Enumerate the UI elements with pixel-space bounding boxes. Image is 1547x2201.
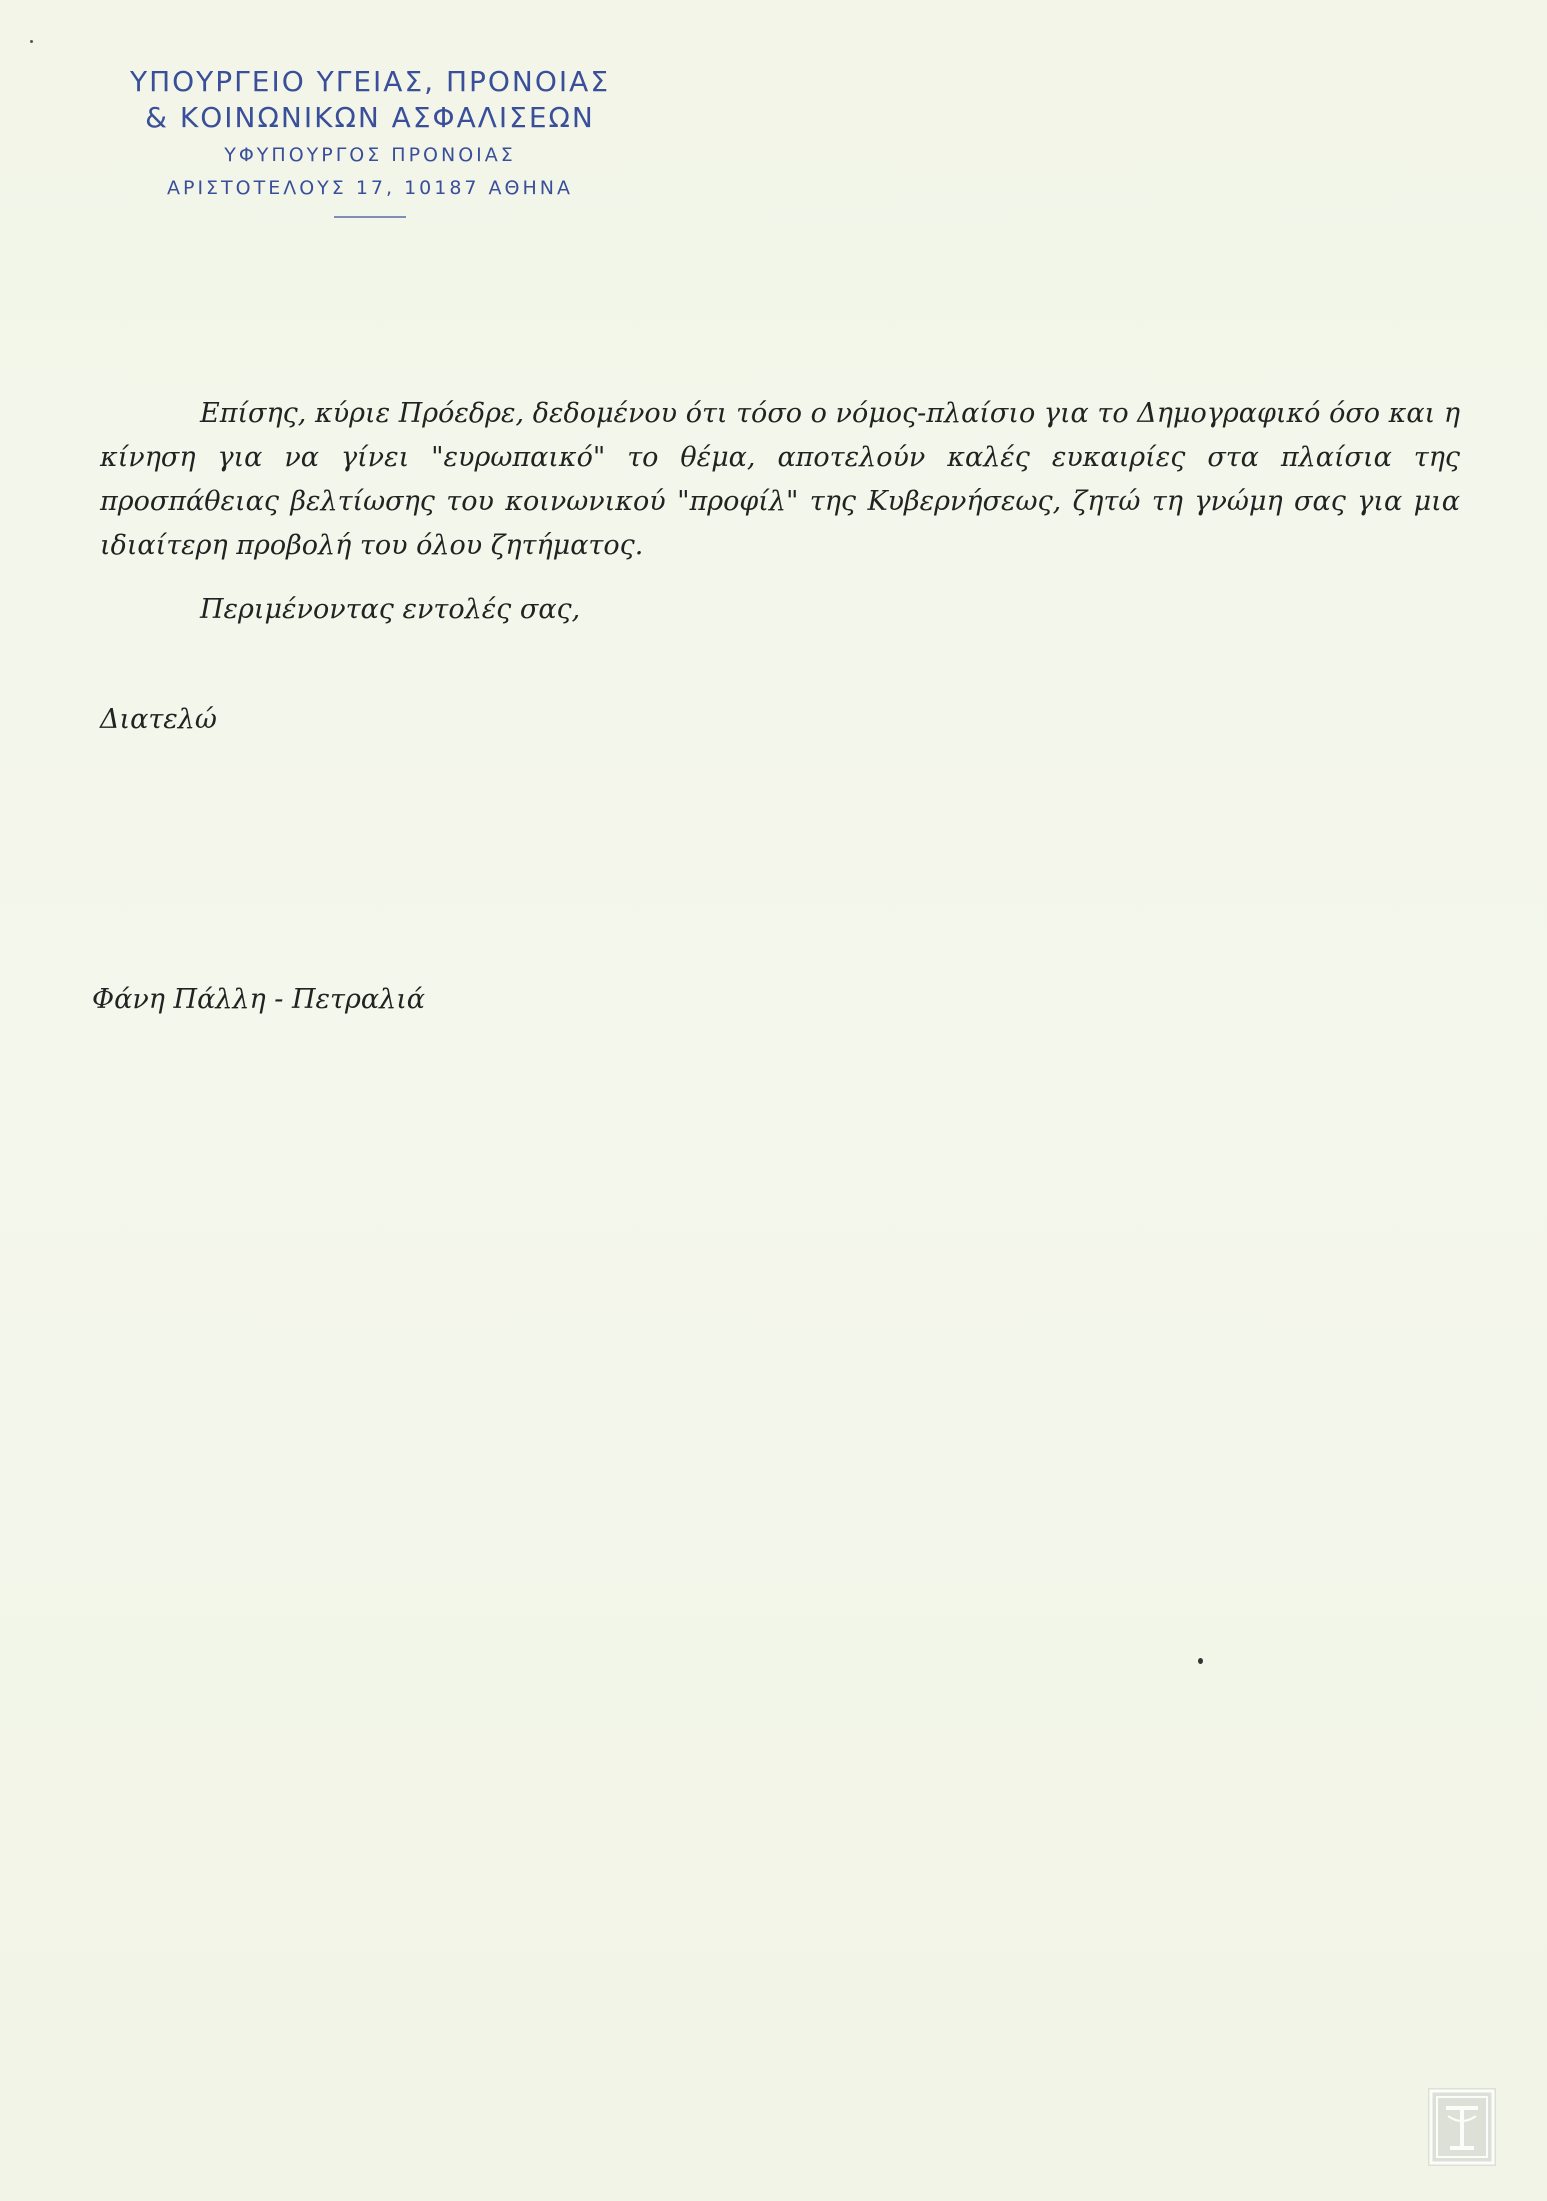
body-paragraph: Επίσης, κύριε Πρόεδρε, δεδομένου ότι τόσο ο νόμος-πλαίσιο για το Δημογραφικό όσο και η κίνηση για να γίνει "ευρωπαικό" το θέμα, αποτελούν καλές ευκαιρίες στα πλαίσια της προσπάθειας βελτίωσης του κοινωνικού "προφίλ" της Κυβερνήσεως, ζητώ τη γνώμη σας για μια ιδιαίτερη προβολή του όλου ζητήματος. bbox=[100, 398, 1460, 561]
letter-body bbox=[100, 392, 1460, 568]
letterhead-divider bbox=[334, 216, 406, 218]
paper-speck bbox=[30, 40, 33, 43]
archive-seal-icon bbox=[1428, 2088, 1496, 2166]
letterhead bbox=[90, 64, 650, 218]
letterhead-ministry-cont: & ΚΟΙΝΩΝΙΚΩΝ ΑΣΦΑΛΙΣΕΩΝ bbox=[145, 101, 595, 134]
closing-line: Περιμένοντας εντολές σας, bbox=[200, 594, 581, 625]
valediction: Διατελώ bbox=[100, 704, 217, 735]
signer-name: Φάνη Πάλλη - Πετραλιά bbox=[92, 984, 426, 1015]
letterhead-ministry: ΥΠΟΥΡΓΕΙΟ ΥΓΕΙΑΣ, ΠΡΟΝΟΙΑΣ bbox=[129, 65, 611, 98]
letterhead-address: ΑΡΙΣΤΟΤΕΛΟΥΣ 17, 10187 ΑΘΗΝΑ bbox=[166, 177, 574, 199]
letterhead-office: ΥΦΥΠΟΥΡΓΟΣ ΠΡΟΝΟΙΑΣ bbox=[224, 144, 516, 166]
paper-speck bbox=[1198, 1658, 1203, 1664]
